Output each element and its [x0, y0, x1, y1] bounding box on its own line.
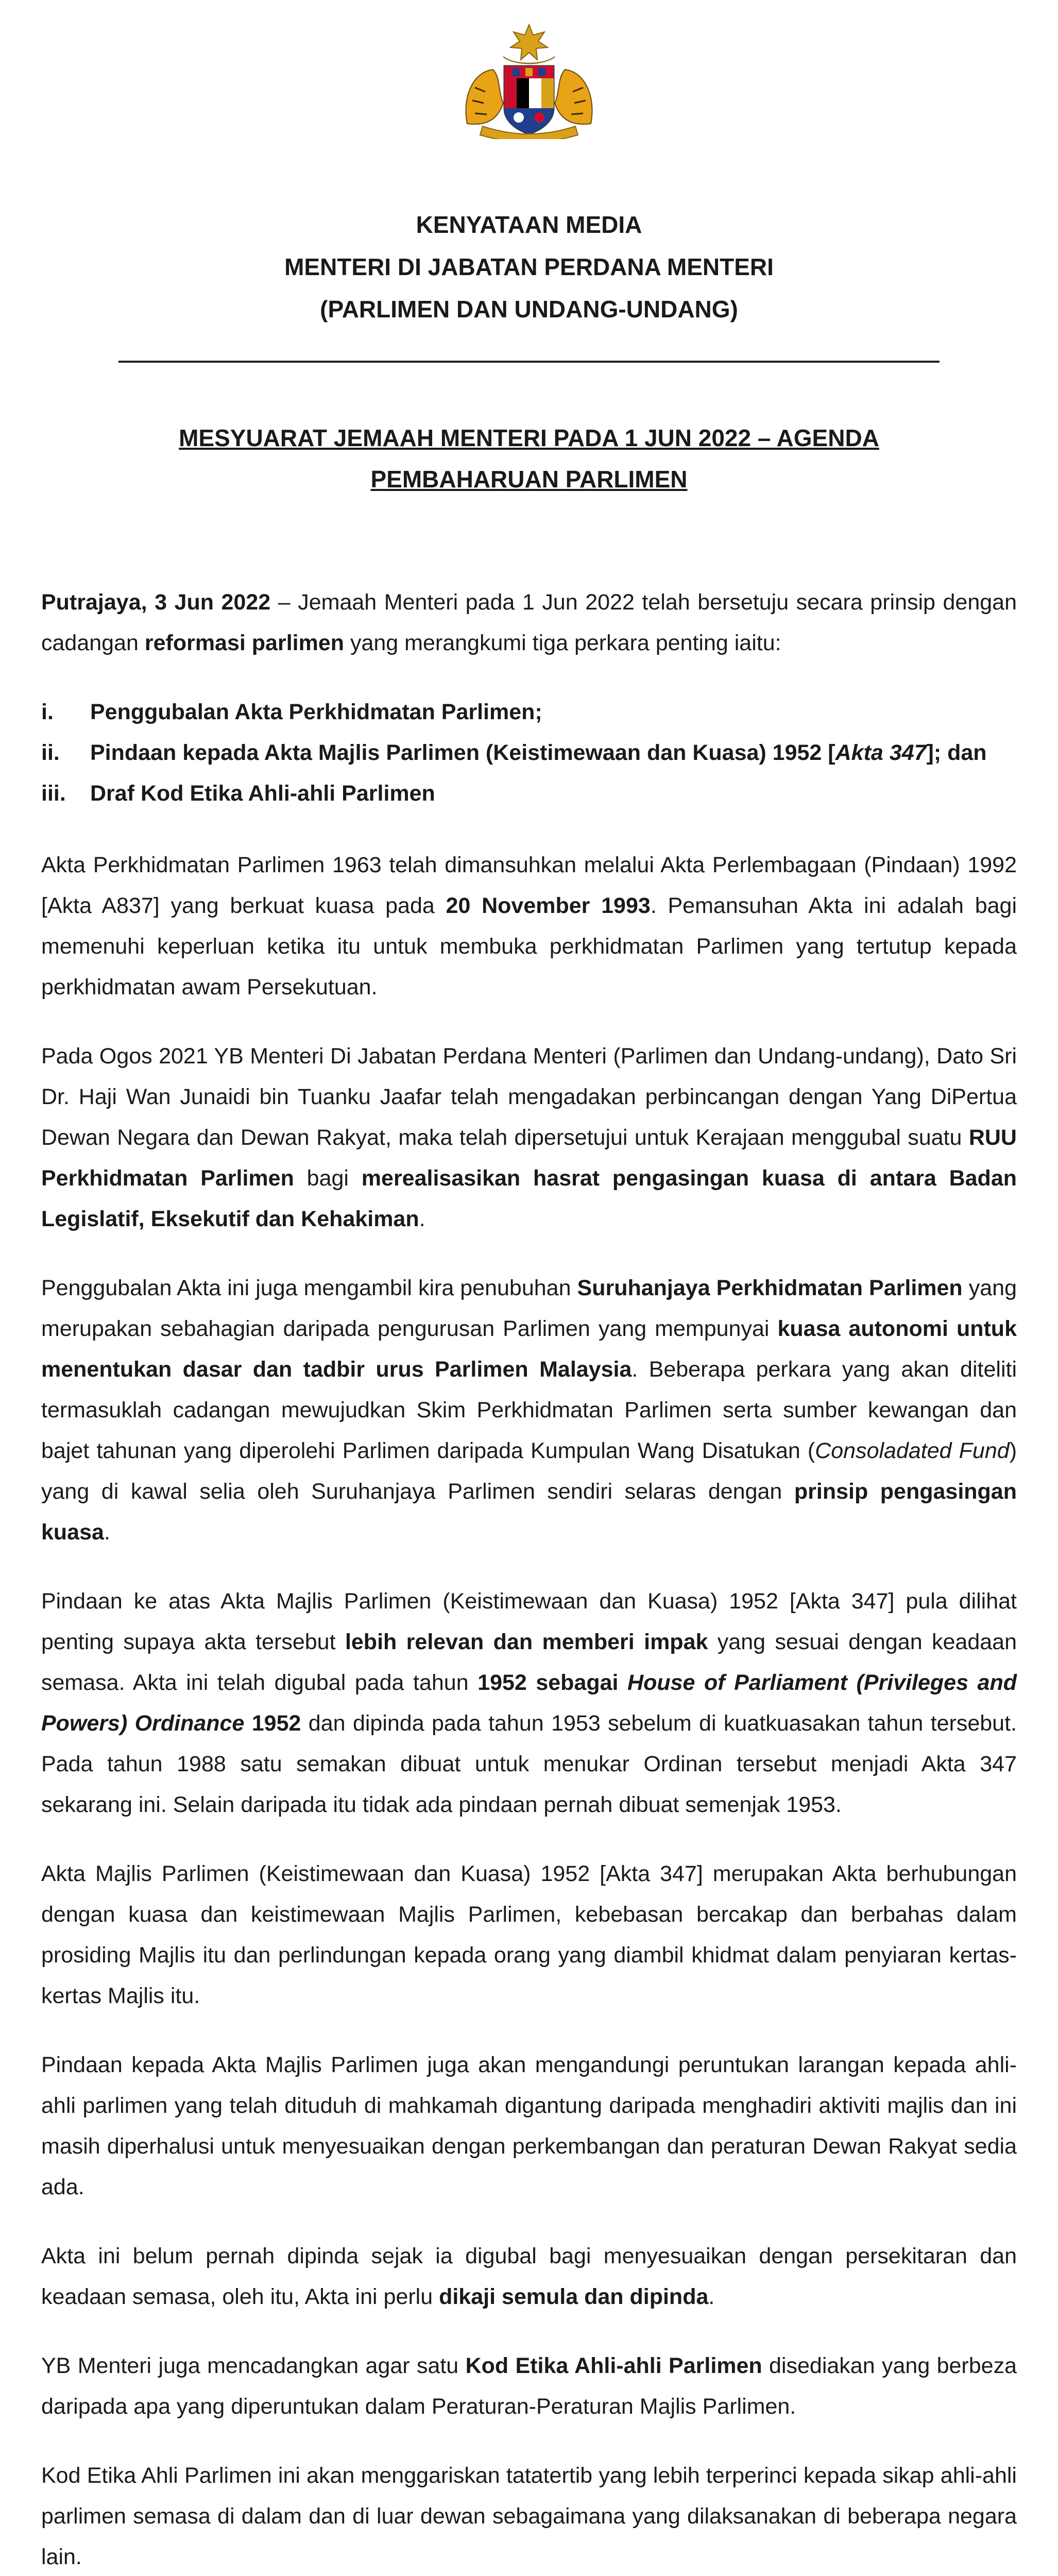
header-portfolio: (PARLIMEN DAN UNDANG-UNDANG) — [320, 296, 738, 323]
paragraph-6: Pindaan kepada Akta Majlis Parlimen juga akan mengandungi peruntukan larangan kepada ahli-ahli parlimen yang telah dituduh di mahkamah digantung daripada menghadiri aktiviti majlis dan ini masih diperhalusi untuk menyesuaikan dengan perkembangan dan peraturan Dewan Rakyat sedia ada. — [41, 2053, 1017, 2199]
document-body — [41, 582, 1017, 2576]
header-divider — [118, 361, 940, 363]
agenda-list — [41, 692, 1017, 814]
dateline: Putrajaya, 3 Jun 2022 — [41, 590, 271, 615]
paragraph-3: Penggubalan Akta ini juga mengambil kira penubuhan Suruhanjaya Perkhidmatan Parlimen yang merupakan sebahagian daripada pengurusan Parlimen yang mempunyai kuasa autonomi untuk menentukan dasar dan tadbir urus Parlimen Malaysia. Beberapa perkara yang akan diteliti termasuklah cadangan mewujudkan Skim Perkhidmatan Parlimen serta sumber kewangan dan bajet tahunan yang diperolehi Parlimen daripada Kumpulan Wang Disatukan (Consoladated Fund) yang di kawal selia oleh Suruhanjaya Parlimen sendiri selaras dengan prinsip pengasingan kuasa. — [41, 1276, 1017, 1545]
paragraph-1: Akta Perkhidmatan Parlimen 1963 telah dimansuhkan melalui Akta Perlembagaan (Pindaan) 1992 [Akta A837] yang berkuat kuasa pada 20 November 1993. Pemansuhan Akta ini adalah bagi memenuhi keperluan ketika itu untuk membuka perkhidmatan Parlimen yang tertutup kepada perkhidmatan awam Persekutuan. — [41, 853, 1017, 999]
subject-line-2: PEMBAHARUAN PARLIMEN — [370, 466, 688, 493]
paragraph-2: Pada Ogos 2021 YB Menteri Di Jabatan Perdana Menteri (Parlimen dan Undang-undang), Dato Sri Dr. Haji Wan Junaidi bin Tuanku Jaafar telah mengadakan perbincangan dengan Yang DiPertua Dewan Negara dan Dewan Rakyat, maka telah dipersetujui untuk Kerajaan menggubal suatu RUU Perkhidmatan Parlimen bagi merealisasikan hasrat pengasingan kuasa di antara Badan Legislatif, Eksekutif dan Kehakiman. — [41, 1044, 1017, 1231]
malaysia-coat-of-arms-icon — [447, 21, 611, 139]
header-title: KENYATAAN MEDIA — [416, 211, 642, 238]
list-item: ii. Pindaan kepada Akta Majlis Parlimen (Keistimewaan dan Kuasa) 1952 [Akta 347]; dan — [41, 740, 987, 765]
list-item: iii. Draf Kod Etika Ahli-ahli Parlimen — [41, 781, 435, 806]
list-item: i. Penggubalan Akta Perkhidmatan Parlimen; — [41, 700, 542, 724]
paragraph-5: Akta Majlis Parlimen (Keistimewaan dan Kuasa) 1952 [Akta 347] merupakan Akta berhubungan dengan kuasa dan keistimewaan Majlis Parlimen, kebebasan bercakap dan berbahas dalam prosiding Majlis itu dan perlindungan kepada orang yang diambil khidmat dalam penyiaran kertas-kertas Majlis itu. — [41, 1861, 1017, 2008]
paragraph-7: Akta ini belum pernah dipinda sejak ia digubal bagi menyesuaikan dengan persekitaran dan keadaan semasa, oleh itu, Akta ini perlu dikaji semula dan dipinda. — [41, 2244, 1017, 2309]
press-release-header — [82, 204, 976, 330]
document-subject — [139, 417, 919, 500]
subject-line-1: MESYUARAT JEMAAH MENTERI PADA 1 JUN 2022 – AGENDA — [179, 425, 879, 451]
intro-paragraph: Putrajaya, 3 Jun 2022 – Jemaah Menteri pada 1 Jun 2022 telah bersetuju secara prinsip dengan cadangan reformasi parlimen yang merangkumi tiga perkara penting iaitu: — [41, 590, 1017, 655]
paragraph-4: Pindaan ke atas Akta Majlis Parlimen (Keistimewaan dan Kuasa) 1952 [Akta 347] pula dilihat penting supaya akta tersebut lebih relevan dan memberi impak yang sesuai dengan keadaan semasa. Akta ini telah digubal pada tahun 1952 sebagai House of Parliament (Privileges and Powers) Ordinance 1952 dan dipinda pada tahun 1953 sebelum di kuatkuasakan tahun tersebut. Pada tahun 1988 satu semakan dibuat untuk menukar Ordinan tersebut menjadi Akta 347 sekarang ini. Selain daripada itu tidak ada pindaan pernah dibuat semenjak 1953. — [41, 1589, 1017, 1817]
header-ministry: MENTERI DI JABATAN PERDANA MENTERI — [284, 253, 774, 280]
paragraph-8: YB Menteri juga mencadangkan agar satu Kod Etika Ahli-ahli Parlimen disediakan yang berbeza daripada apa yang diperuntukan dalam Peraturan-Peraturan Majlis Parlimen. — [41, 2353, 1017, 2419]
paragraph-9: Kod Etika Ahli Parlimen ini akan menggariskan tatatertib yang lebih terperinci kepada sikap ahli-ahli parlimen semasa di dalam dan di luar dewan sebagaimana yang dilaksanakan di beberapa negara lain. — [41, 2463, 1017, 2569]
